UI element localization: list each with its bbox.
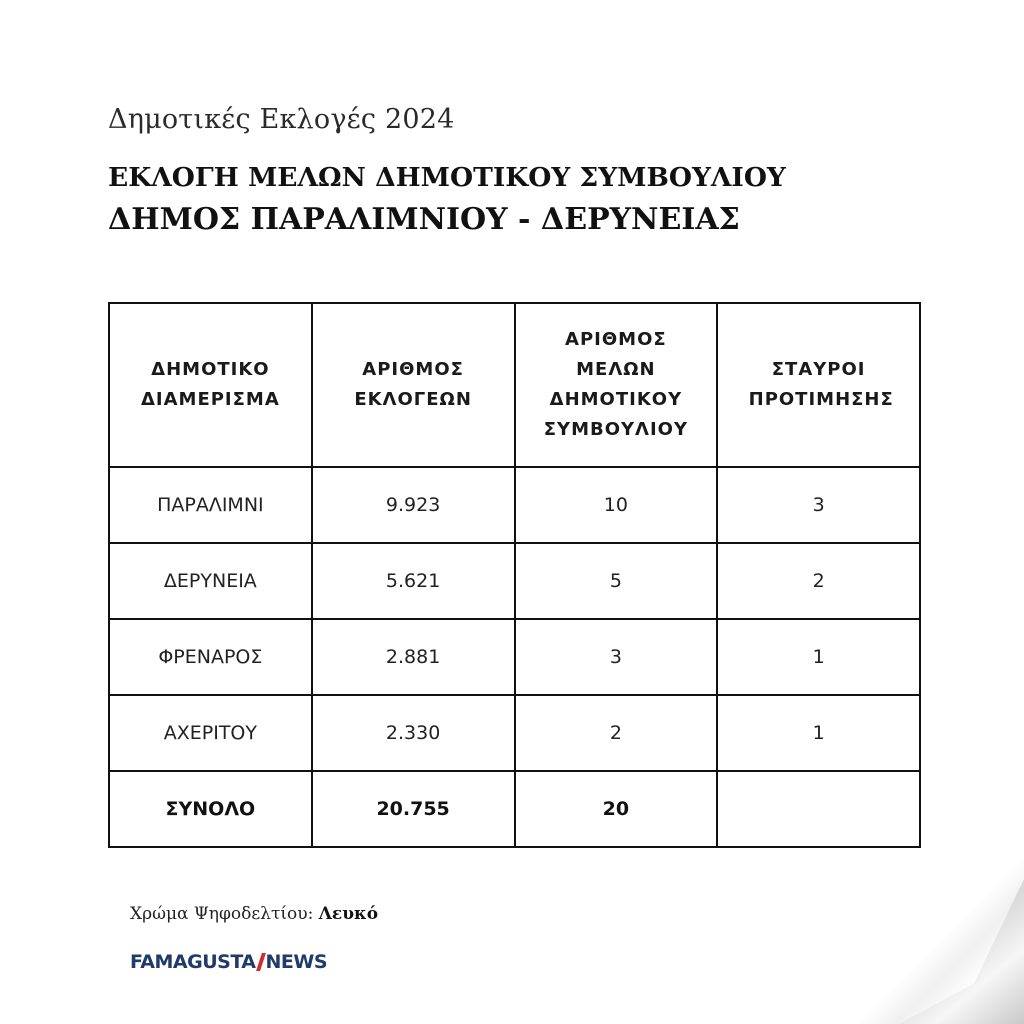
ballot-color-label: Χρώμα Ψηφοδελτίου: — [130, 904, 319, 924]
famagusta-news-logo — [130, 951, 327, 973]
logo-slash-mark — [256, 953, 266, 971]
ballot-color-line — [130, 904, 378, 924]
header-label: ΔΗΜΟΤΙΚΟ ΔΙΑΜΕΡΙΣΜΑ — [140, 359, 280, 410]
header-cell-voters — [312, 303, 515, 467]
table-row — [109, 619, 920, 695]
cell-preference-votes: 1 — [717, 619, 920, 695]
cell-voters: 5.621 — [312, 543, 515, 619]
header-cell-district — [109, 303, 312, 467]
page-subtitle: Δημοτικές Εκλογές 2024 — [108, 104, 455, 135]
ballot-color-value: Λευκό — [318, 904, 379, 924]
total-voters: 20.755 — [312, 771, 515, 847]
cell-council-members: 2 — [515, 695, 718, 771]
page-title-line-1: ΕΚΛΟΓΗ ΜΕΛΩΝ ΔΗΜΟΤΙΚΟΥ ΣΥΜΒΟΥΛΙΟΥ — [108, 162, 786, 193]
table-row — [109, 467, 920, 543]
cell-council-members: 5 — [515, 543, 718, 619]
cell-district: ΔΕΡΥΝΕΙΑ — [109, 543, 312, 619]
total-label: ΣΥΝΟΛΟ — [109, 771, 312, 847]
logo-text-news: NEWS — [265, 951, 328, 973]
cell-district: ΦΡΕΝΑΡΟΣ — [109, 619, 312, 695]
table-row — [109, 695, 920, 771]
logo-text-famagusta: FAMAGUSTA — [130, 951, 256, 973]
cell-council-members: 10 — [515, 467, 718, 543]
cell-district: ΑΧΕΡΙΤΟΥ — [109, 695, 312, 771]
page-title-line-2: ΔΗΜΟΣ ΠΑΡΑΛΙΜΝΙΟΥ - ΔΕΡΥΝΕΙΑΣ — [108, 202, 740, 237]
cell-voters: 2.881 — [312, 619, 515, 695]
header-label: ΑΡΙΘΜΟΣ ΕΚΛΟΓΕΩΝ — [354, 359, 472, 410]
results-table — [108, 302, 921, 848]
cell-voters: 2.330 — [312, 695, 515, 771]
cell-voters: 9.923 — [312, 467, 515, 543]
header-label: ΣΤΑΥΡΟΙ ΠΡΟΤΙΜΗΣΗΣ — [748, 359, 894, 410]
cell-council-members: 3 — [515, 619, 718, 695]
header-label: ΑΡΙΘΜΟΣ ΜΕΛΩΝ ΔΗΜΟΤΙΚΟΥ ΣΥΜΒΟΥΛΙΟΥ — [543, 329, 688, 440]
cell-preference-votes: 2 — [717, 543, 920, 619]
header-cell-council-members — [515, 303, 718, 467]
cell-preference-votes: 1 — [717, 695, 920, 771]
cell-preference-votes: 3 — [717, 467, 920, 543]
cell-district: ΠΑΡΑΛΙΜΝΙ — [109, 467, 312, 543]
total-preference-votes — [717, 771, 920, 847]
total-council-members: 20 — [515, 771, 718, 847]
table-total-row — [109, 771, 920, 847]
header-cell-preference-votes — [717, 303, 920, 467]
table-header-row — [109, 303, 920, 467]
table-row — [109, 543, 920, 619]
